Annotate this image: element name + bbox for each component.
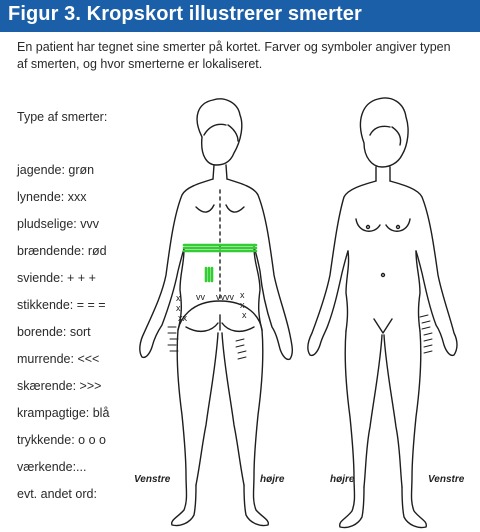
mark-pludselige: vv bbox=[196, 292, 205, 302]
mark-lynende: x bbox=[176, 293, 181, 303]
legend-item: evt. andet ord: bbox=[17, 487, 97, 501]
mark-lynende: x bbox=[240, 290, 245, 300]
mark-lynende: x bbox=[240, 300, 245, 310]
back-body-outline bbox=[140, 99, 292, 526]
legend-item: stikkende: = = = bbox=[17, 298, 106, 312]
pain-marks-ticks-front bbox=[420, 315, 432, 353]
legend-item: murrende: <<< bbox=[17, 352, 100, 366]
legend-item: skærende: >>> bbox=[17, 379, 102, 393]
figure-header bbox=[0, 0, 480, 32]
front-right-label: Venstre bbox=[428, 474, 465, 485]
front-left-label: højre bbox=[330, 474, 355, 485]
mark-lynende: x bbox=[176, 303, 181, 313]
mark-pludselige: vvvv bbox=[216, 292, 234, 302]
intro-text: En patient har tegnet sine smerter på kortet. Farver og symboler angiver typen af smerten, og hvor smerterne er lokaliseret. bbox=[17, 40, 451, 71]
legend-item: borende: sort bbox=[17, 325, 91, 339]
mark-lynende: xx bbox=[178, 313, 187, 323]
legend-item: værkende:... bbox=[17, 460, 87, 474]
back-left-label: Venstre bbox=[134, 474, 171, 485]
legend-item: jagende: grøn bbox=[17, 163, 95, 177]
legend-title: Type af smerter: bbox=[17, 110, 108, 124]
body-map bbox=[120, 95, 480, 532]
figure-title: Figur 3. Kropskort illustrerer smerter bbox=[8, 3, 362, 25]
legend-item: lynende: xxx bbox=[17, 190, 87, 204]
pain-type-legend bbox=[17, 162, 109, 513]
legend-item: sviende: + + + bbox=[17, 271, 96, 285]
pain-symbols bbox=[176, 290, 247, 323]
legend-item: trykkende: o o o bbox=[17, 433, 106, 447]
legend-item: krampagtige: blå bbox=[17, 406, 110, 420]
legend-item: brændende: rød bbox=[17, 244, 107, 258]
pain-marks-ticks bbox=[168, 327, 246, 359]
legend-item: pludselige: vvv bbox=[17, 217, 99, 231]
mark-lynende: x bbox=[242, 310, 247, 320]
front-body-outline bbox=[308, 98, 457, 528]
back-right-label: højre bbox=[260, 474, 285, 485]
